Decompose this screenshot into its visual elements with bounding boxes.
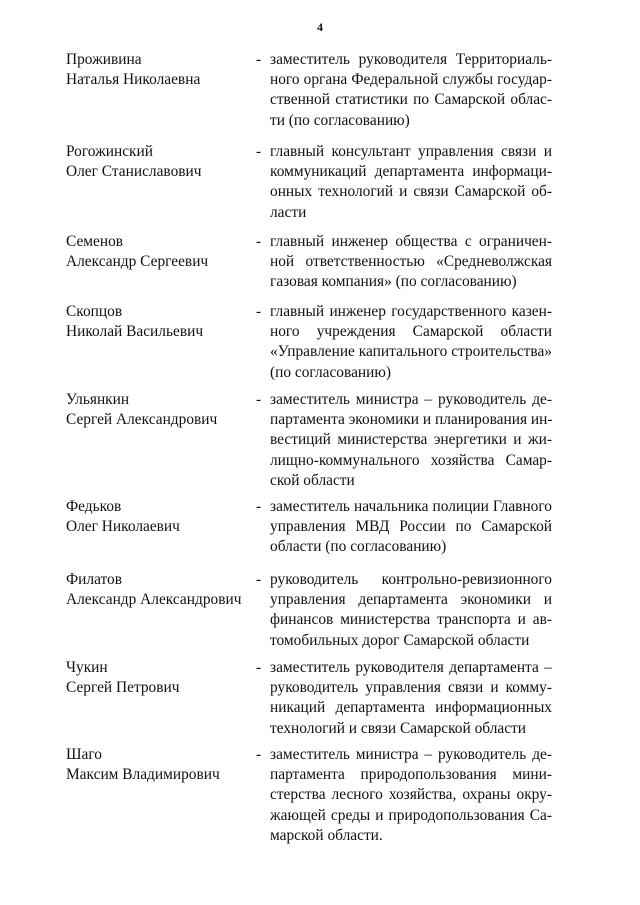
page-number: 4 — [317, 20, 323, 34]
surname: Проживина — [66, 51, 142, 68]
position-description — [270, 745, 552, 846]
person-name — [66, 232, 251, 272]
description-line: заместитель министра – руководитель де- — [270, 391, 552, 408]
description-line: томобильных дорог Самарской области — [270, 631, 530, 649]
description-line: газовая компания» (по согласованию) — [270, 273, 517, 291]
description-line: заместитель руководителя департамента – — [270, 659, 552, 676]
description-line: финансов министерства транспорта и ав- — [270, 611, 552, 629]
description-line: ти (по согласованию) — [270, 111, 410, 129]
position-description — [270, 570, 552, 651]
dash-separator: - — [256, 303, 262, 320]
surname: Шаго — [66, 746, 102, 763]
description-line: ской области — [270, 471, 355, 489]
description-line: руководитель управления связи и комму- — [270, 679, 552, 697]
position-description — [270, 50, 552, 131]
description-line: никаций департамента информационных — [270, 699, 552, 717]
description-line: марской области. — [270, 826, 383, 844]
position-description — [270, 232, 552, 293]
description-line: ной ответственностью «Средневолжская — [270, 253, 552, 271]
given-names: Наталья Николаевна — [66, 71, 201, 88]
given-names: Олег Николаевич — [66, 518, 180, 535]
description-line: жающей среды и природопользования Са- — [270, 806, 552, 824]
surname: Чукин — [66, 659, 108, 676]
description-line: ного органа Федеральной службы государ- — [270, 71, 552, 89]
description-line: (по согласованию) — [270, 363, 391, 381]
person-name — [66, 497, 251, 537]
person-name — [66, 302, 251, 342]
surname: Семенов — [66, 233, 124, 250]
given-names: Олег Станиславович — [66, 163, 202, 180]
person-name — [66, 50, 251, 90]
given-names: Сергей Александрович — [66, 411, 218, 428]
description-line: главный консультант управления связи и — [270, 143, 552, 160]
position-description — [270, 497, 552, 558]
description-line: главный инженер государственного казен- — [270, 303, 552, 320]
description-line: ного учреждения Самарской области — [270, 323, 552, 341]
description-line: заместитель начальника полиции Главного — [270, 498, 552, 515]
description-line: стерства лесного хозяйства, охраны окру- — [270, 786, 552, 804]
dash-separator: - — [256, 391, 262, 408]
given-names: Николай Васильевич — [66, 323, 204, 340]
given-names: Александр Александрович — [66, 591, 242, 608]
description-line: заместитель министра – руководитель де- — [270, 746, 552, 763]
given-names: Максим Владимирович — [66, 766, 220, 783]
description-line: лищно-коммунального хозяйства Самар- — [270, 451, 552, 469]
description-line: управления департамента экономики и — [270, 591, 552, 609]
description-line: главный инженер общества с ограничен- — [270, 233, 552, 250]
dash-separator: - — [256, 143, 262, 160]
dash-separator: - — [256, 233, 262, 250]
surname: Ульянкин — [66, 391, 130, 408]
surname: Федьков — [66, 498, 122, 515]
given-names: Сергей Петрович — [66, 679, 180, 696]
dash-separator: - — [256, 498, 262, 515]
dash-separator: - — [256, 746, 262, 763]
position-description — [270, 142, 552, 223]
surname: Филатов — [66, 571, 122, 588]
person-name — [66, 390, 251, 430]
description-line: онных технологий и связи Самарской об- — [270, 183, 552, 201]
description-line: «Управление капитального строительства» — [270, 343, 552, 361]
description-line: управления МВД России по Самарской — [270, 518, 552, 536]
description-line: заместитель руководителя Территориаль- — [270, 51, 552, 68]
position-description — [270, 390, 552, 491]
surname: Рогожинский — [66, 143, 153, 160]
description-line: вестиций министерства энергетики и жи- — [270, 431, 552, 449]
description-line: области (по согласованию) — [270, 538, 447, 556]
position-description — [270, 302, 552, 383]
description-line: руководитель контрольно-ревизионного — [270, 571, 552, 588]
description-line: партамента природопользования мини- — [270, 766, 552, 784]
dash-separator: - — [256, 659, 262, 676]
given-names: Александр Сергеевич — [66, 253, 209, 270]
description-line: коммуникаций департамента информаци- — [270, 163, 552, 181]
surname: Скопцов — [66, 303, 123, 320]
description-line: ственной статистики по Самарской облас- — [270, 91, 552, 109]
dash-separator: - — [256, 51, 262, 68]
description-line: партамента экономики и планирования ин- — [270, 411, 553, 429]
person-name — [66, 142, 251, 182]
dash-separator: - — [256, 571, 262, 588]
position-description — [270, 658, 552, 739]
person-name — [66, 745, 251, 785]
description-line: технологий и связи Самарской области — [270, 719, 527, 737]
description-line: ласти — [270, 203, 307, 221]
person-name — [66, 570, 251, 610]
person-name — [66, 658, 251, 698]
